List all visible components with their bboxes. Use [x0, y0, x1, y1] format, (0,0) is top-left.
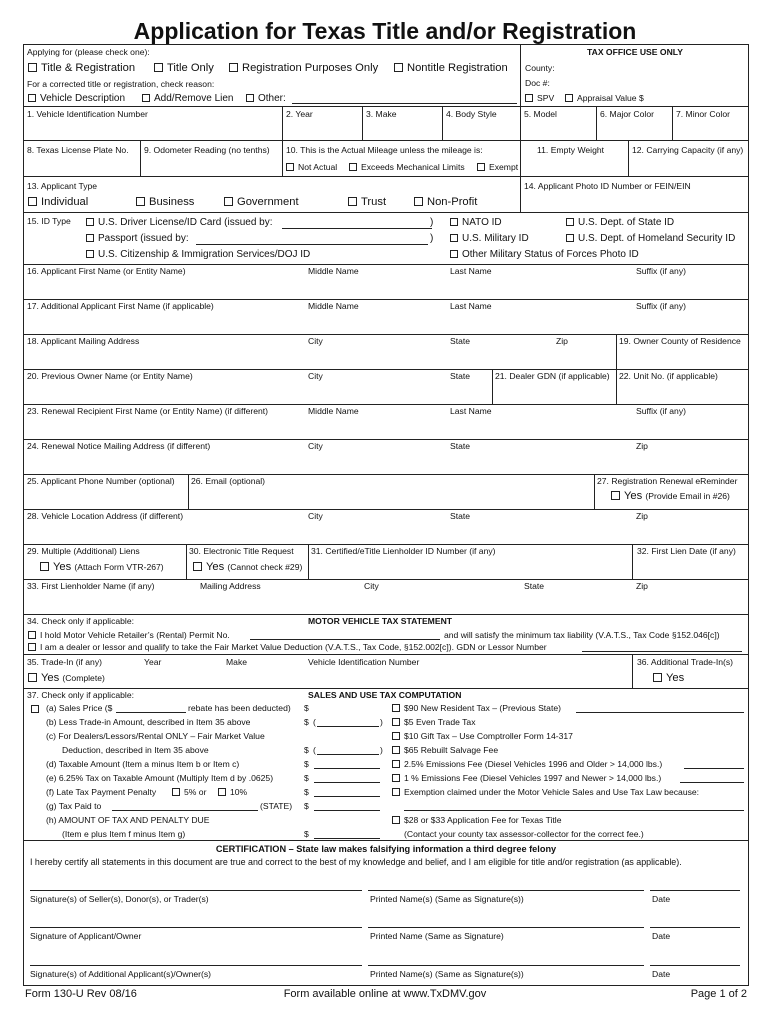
- dollar-sign: $: [304, 717, 309, 727]
- tax-office-heading: TAX OFFICE USE ONLY: [587, 47, 683, 57]
- dollar-sign: $: [304, 801, 309, 811]
- zip-label: Zip: [556, 336, 568, 346]
- checkbox-icon[interactable]: [28, 63, 37, 72]
- suffix-label: Suffix (if any): [636, 266, 686, 276]
- emissions-1-option[interactable]: 1 % Emissions Fee (Diesel Vehicles 1997 and Newer > 14,000 lbs.): [392, 773, 661, 784]
- state-dept-option[interactable]: U.S. Dept. of State ID: [566, 217, 674, 228]
- fmv-label: (c) For Dealers/Lessors/Rental ONLY – Fair Market Value: [46, 731, 265, 741]
- odometer-cell[interactable]: [140, 141, 282, 176]
- row-applicant-name[interactable]: [24, 265, 748, 300]
- checkbox-icon[interactable]: [565, 94, 573, 102]
- checkbox-icon[interactable]: [246, 94, 254, 102]
- mailing-address-label: 18. Applicant Mailing Address: [27, 336, 140, 346]
- checkbox-icon[interactable]: [392, 732, 400, 740]
- emissions-1-field[interactable]: [680, 782, 744, 783]
- previous-owner-label: 20. Previous Owner Name (or Entity Name): [27, 371, 193, 381]
- check-applicable-label: 37. Check only if applicable:: [27, 690, 135, 700]
- form-online-note: Form available online at www.TxDMV.gov: [283, 988, 487, 1000]
- minor-color-cell[interactable]: [672, 107, 748, 140]
- multiple-liens-yes-option[interactable]: Yes (Attach Form VTR-267): [40, 560, 164, 574]
- tax-office-box: [520, 45, 748, 106]
- mileage-cell: [282, 141, 520, 176]
- additional-date-label: Date: [652, 969, 671, 979]
- minor-color-label: 7. Minor Color: [676, 109, 730, 119]
- checkbox-icon[interactable]: [154, 63, 163, 72]
- state-label: State: [524, 581, 545, 591]
- lienholder-mailing-label: Mailing Address: [200, 581, 261, 591]
- additional-signature-label: Signature(s) of Additional Applicant(s)/Owner(s): [30, 969, 212, 979]
- empty-weight-cell[interactable]: [520, 141, 628, 176]
- gift-tax-option[interactable]: $10 Gift Tax – Use Comptroller Form 14-317: [392, 731, 573, 742]
- checkbox-icon[interactable]: [86, 234, 94, 242]
- trade-in-amount-field[interactable]: [317, 726, 379, 727]
- dealer-gdn-label: 21. Dealer GDN (if applicable): [495, 371, 610, 381]
- lienholder-id-label: 31. Certified/eTitle Lienholder ID Number (if any): [311, 546, 496, 556]
- tax-amount-field[interactable]: [314, 782, 380, 783]
- checkbox-icon[interactable]: [28, 631, 36, 639]
- checkbox-icon[interactable]: [40, 562, 49, 571]
- penalty-amount-field[interactable]: [314, 796, 380, 797]
- checkbox-icon[interactable]: [28, 643, 36, 651]
- applicant-date-label: Date: [652, 931, 671, 941]
- checkbox-icon[interactable]: [229, 63, 238, 72]
- registration-purposes-option[interactable]: Registration Purposes Only: [229, 61, 378, 75]
- spv-option[interactable]: SPV: [525, 93, 554, 104]
- motor-vehicle-tax-heading: MOTOR VEHICLE TAX STATEMENT: [308, 616, 453, 626]
- applicant-signature-field[interactable]: [30, 927, 362, 928]
- tax-paid-state-field[interactable]: [112, 810, 258, 811]
- ereminder-cell: [594, 475, 748, 509]
- etitle-cell: [186, 545, 308, 579]
- retailer-permit-option[interactable]: I hold Motor Vehicle Retailer’s (Rental) Permit No.: [28, 630, 230, 641]
- late-penalty-label: (f) Late Tax Payment Penalty: [46, 787, 157, 797]
- checkbox-icon[interactable]: [392, 774, 400, 782]
- additional-date-field[interactable]: [650, 965, 740, 966]
- amount-due-formula: (Item e plus Item f minus Item g): [62, 829, 186, 839]
- doc-number-label: Doc #:: [525, 78, 550, 88]
- seller-date-label: Date: [652, 894, 671, 904]
- checkbox-icon[interactable]: [142, 94, 150, 102]
- checkbox-icon[interactable]: [218, 788, 226, 796]
- applicant-date-field[interactable]: [650, 927, 740, 928]
- multiple-liens-label: 29. Multiple (Additional) Liens: [27, 546, 140, 556]
- empty-weight-label: 11. Empty Weight: [537, 145, 605, 155]
- year-label: 2. Year: [286, 109, 313, 119]
- check-applicable-label: 34. Check only if applicable:: [27, 616, 135, 626]
- trade-make-label: Make: [226, 657, 248, 667]
- amount-due-label: (h) AMOUNT OF TAX AND PENALTY DUE: [46, 815, 210, 825]
- additional-signature-field[interactable]: [30, 965, 362, 966]
- row-renewal-address[interactable]: [24, 440, 748, 475]
- sales-tax-heading: SALES AND USE TAX COMPUTATION: [308, 690, 462, 700]
- first-lien-date-label: 32. First Lien Date (if any): [637, 546, 736, 556]
- row-applicant-type: [24, 177, 748, 213]
- tax-paid-label: (g) Tax Paid to: [46, 801, 102, 811]
- permit-tax-note: and will satisfy the minimum tax liability (V.A.T.S., Tax Code §152.046[c]): [444, 630, 720, 640]
- applying-for-label: Applying for (please check one):: [27, 47, 150, 57]
- trade-in-label: 35. Trade-In (if any): [27, 657, 102, 667]
- additional-trade-in-label: 36. Additional Trade-In(s): [637, 657, 734, 667]
- row-liens: [24, 545, 748, 580]
- vehicle-location-label: 28. Vehicle Location Address (if different): [27, 511, 184, 521]
- last-name-label: Last Name: [450, 266, 492, 276]
- checkbox-icon[interactable]: [349, 163, 357, 171]
- taxable-amount-label: (d) Taxable Amount (Item a minus Item b or Item c): [46, 759, 240, 769]
- body-style-cell[interactable]: [442, 107, 520, 140]
- last-name-label: Last Name: [450, 301, 492, 311]
- unit-no-cell[interactable]: [616, 370, 748, 404]
- lienholder-id-cell[interactable]: [308, 545, 632, 579]
- passport-issuer-field[interactable]: [196, 244, 428, 245]
- applicant-type-label: 13. Applicant Type: [27, 181, 98, 191]
- dollar-sign: $: [304, 745, 309, 755]
- seller-signature-label: Signature(s) of Seller(s), Donor(s), or Trader(s): [30, 894, 209, 904]
- checkbox-icon[interactable]: [348, 197, 357, 206]
- checkbox-icon[interactable]: [414, 197, 423, 206]
- checkbox-icon[interactable]: [566, 218, 574, 226]
- close-paren: ): [380, 717, 383, 727]
- odometer-label: 9. Odometer Reading (no tenths): [144, 145, 270, 155]
- checkbox-icon[interactable]: [172, 788, 180, 796]
- paren-2: ): [430, 233, 434, 244]
- trade-vin-label: Vehicle Identification Number: [308, 657, 420, 667]
- checkbox-icon[interactable]: [392, 760, 400, 768]
- amount-due-field[interactable]: [314, 838, 380, 839]
- checkbox-icon[interactable]: [394, 63, 403, 72]
- additional-applicant-label: 17. Additional Applicant First Name (if applicable): [27, 301, 214, 311]
- additional-printed-name-label: Printed Name(s) (Same as Signature(s)): [370, 969, 524, 979]
- checkbox-icon[interactable]: [392, 816, 400, 824]
- homeland-security-option[interactable]: U.S. Dept. of Homeland Security ID: [566, 233, 735, 244]
- emissions-25-field[interactable]: [684, 768, 744, 769]
- renewal-recipient-label: 23. Renewal Recipient First Name (or Entity Name) (if different): [27, 406, 269, 416]
- checkbox-icon[interactable]: [392, 704, 400, 712]
- trust-option[interactable]: Trust: [348, 195, 386, 209]
- checkbox-icon[interactable]: [224, 197, 233, 206]
- county-label: County:: [525, 63, 555, 73]
- nontitle-registration-option[interactable]: Nontitle Registration: [394, 61, 508, 75]
- additional-printed-name-field[interactable]: [368, 965, 644, 966]
- checkbox-icon[interactable]: [450, 250, 458, 258]
- row-mailing-address: [24, 335, 748, 370]
- sales-price-label: (a) Sales Price ($: [46, 703, 113, 713]
- dealer-lessor-option[interactable]: I am a dealer or lessor and qualify to take the Fair Market Value Deduction (V.A.T.S., Tax Code, §152.002[c]). GDN or Lessor Number: [28, 642, 547, 653]
- state-label: State: [450, 511, 471, 521]
- email-label: 26. Email (optional): [191, 476, 266, 486]
- owner-county-label: 19. Owner County of Residence: [619, 336, 741, 346]
- major-color-cell[interactable]: [596, 107, 672, 140]
- model-label: 5. Model: [524, 109, 557, 119]
- renewal-address-label: 24. Renewal Notice Mailing Address (if different): [27, 441, 211, 451]
- exemption-option[interactable]: Exemption claimed under the Motor Vehicle Sales and Use Tax Law because:: [392, 787, 699, 798]
- seller-printed-name-label: Printed Name(s) (Same as Signature(s)): [370, 894, 524, 904]
- title-only-option[interactable]: Title Only: [154, 61, 214, 75]
- government-option[interactable]: Government: [224, 195, 299, 209]
- row-vehicle: [24, 107, 748, 141]
- dl-issuer-field[interactable]: [282, 228, 432, 229]
- vehicle-description-option[interactable]: Vehicle Description: [28, 93, 125, 104]
- dollar-sign: $: [304, 703, 309, 713]
- city-label: City: [308, 336, 323, 346]
- open-paren: (: [313, 717, 316, 727]
- checkbox-icon[interactable]: [525, 94, 533, 102]
- middle-name-label: Middle Name: [308, 406, 359, 416]
- applicant-printed-name-field[interactable]: [368, 927, 644, 928]
- even-trade-tax-option[interactable]: $5 Even Trade Tax: [392, 717, 476, 728]
- applicant-first-name-label: 16. Applicant First Name (or Entity Name): [27, 266, 186, 276]
- phone-label: 25. Applicant Phone Number (optional): [27, 476, 175, 486]
- rebate-note: rebate has been deducted): [188, 703, 291, 713]
- uscis-option[interactable]: U.S. Citizenship & Immigration Services/DOJ ID: [86, 249, 310, 260]
- fmv-amount-field[interactable]: [317, 754, 379, 755]
- first-lienholder-label: 33. First Lienholder Name (if any): [27, 581, 155, 591]
- fmv-deduction-label: Deduction, described in Item 35 above: [62, 745, 209, 755]
- seller-signature-field[interactable]: [30, 890, 362, 891]
- vin-label: 1. Vehicle Identification Number: [27, 109, 148, 119]
- state-label: State: [450, 336, 471, 346]
- exemption-reason-field[interactable]: [404, 810, 744, 811]
- ereminder-yes-option[interactable]: Yes (Provide Email in #26): [611, 489, 730, 503]
- other-option[interactable]: Other:: [246, 93, 286, 104]
- exempt-option[interactable]: Exempt: [477, 162, 518, 173]
- checkbox-icon[interactable]: [28, 94, 36, 102]
- state-label: State: [450, 371, 471, 381]
- city-label: City: [308, 511, 323, 521]
- middle-name-label: Middle Name: [308, 301, 359, 311]
- row-renewal-recipient[interactable]: [24, 405, 748, 440]
- make-label: 3. Make: [366, 109, 397, 119]
- mileage-label: 10. This is the Actual Mileage unless the mileage is:: [286, 145, 483, 155]
- application-form: [23, 44, 749, 986]
- additional-trade-in-cell: [632, 655, 748, 688]
- penalty-5-option[interactable]: 5% or: [172, 787, 206, 798]
- tax-on-amount-label: (e) 6.25% Tax on Taxable Amount (Multiply Item d by .0625): [46, 773, 274, 783]
- carrying-capacity-cell[interactable]: [628, 141, 748, 176]
- year-cell[interactable]: [282, 107, 362, 140]
- title-fee-note: (Contact your county tax assessor-collector for the correct fee.): [404, 829, 644, 839]
- certification-heading: CERTIFICATION – State law makes falsifying information a third degree felony: [215, 844, 557, 854]
- checkbox-icon[interactable]: [566, 234, 574, 242]
- trade-in-yes-option[interactable]: Yes (Complete): [28, 671, 105, 685]
- last-name-label: Last Name: [450, 406, 492, 416]
- checkbox-icon[interactable]: [193, 562, 202, 571]
- body-style-label: 4. Body Style: [446, 109, 497, 119]
- passport-option[interactable]: Passport (issued by:: [86, 233, 189, 244]
- applying-for-section: [24, 45, 748, 107]
- additional-trade-in-yes-option[interactable]: Yes: [653, 671, 684, 685]
- ereminder-label: 27. Registration Renewal eReminder: [597, 476, 738, 486]
- zip-label: Zip: [636, 581, 648, 591]
- title-registration-option[interactable]: Title & Registration: [28, 61, 135, 75]
- nato-option[interactable]: NATO ID: [450, 217, 502, 228]
- model-cell[interactable]: [520, 107, 596, 140]
- unit-no-label: 22. Unit No. (if applicable): [619, 371, 718, 381]
- state-label: State: [450, 441, 471, 451]
- checkbox-icon[interactable]: [286, 163, 294, 171]
- row-previous-owner: [24, 370, 748, 405]
- paren-1: ): [430, 217, 434, 228]
- checkbox-icon[interactable]: [392, 788, 400, 796]
- checkbox-icon[interactable]: [28, 673, 37, 682]
- certification-text: I hereby certify all statements in this document are true and correct to the best of my knowledge and belief, and I am eligible for title and/or registration (as applicable).: [30, 857, 682, 867]
- checkbox-icon[interactable]: [653, 673, 662, 682]
- suffix-label: Suffix (if any): [636, 406, 686, 416]
- checkbox-icon[interactable]: [611, 491, 620, 500]
- photo-id-label: 14. Applicant Photo ID Number or FEIN/EIN: [524, 181, 691, 191]
- checkbox-icon[interactable]: [28, 197, 37, 206]
- city-label: City: [308, 441, 323, 451]
- trade-in-amount-label: (b) Less Trade-in Amount, described in Item 35 above: [46, 717, 251, 727]
- sales-price-checkbox-icon[interactable]: [31, 705, 39, 713]
- city-label: City: [364, 581, 379, 591]
- row-additional-applicant[interactable]: [24, 300, 748, 335]
- individual-option[interactable]: Individual: [28, 195, 88, 209]
- applicant-signature-label: Signature of Applicant/Owner: [30, 931, 142, 941]
- state-note: (STATE): [260, 801, 293, 811]
- suffix-label: Suffix (if any): [636, 301, 686, 311]
- photo-id-cell[interactable]: [520, 177, 748, 212]
- gdn-lessor-field[interactable]: [582, 651, 742, 652]
- previous-state-field[interactable]: [576, 712, 744, 713]
- checkbox-icon[interactable]: [450, 218, 458, 226]
- open-paren: (: [313, 745, 316, 755]
- close-paren: ): [380, 745, 383, 755]
- row-sales-tax: [24, 689, 748, 841]
- zip-label: Zip: [636, 511, 648, 521]
- permit-number-field[interactable]: [250, 639, 440, 640]
- exceeds-limits-option[interactable]: Exceeds Mechanical Limits: [349, 162, 465, 173]
- other-reason-field[interactable]: [292, 103, 517, 104]
- etitle-yes-option[interactable]: Yes (Cannot check #29): [193, 560, 302, 574]
- seller-date-field[interactable]: [650, 890, 740, 891]
- checkbox-icon[interactable]: [136, 197, 145, 206]
- appraisal-value-option[interactable]: Appraisal Value $: [565, 93, 644, 104]
- checkbox-icon[interactable]: [450, 234, 458, 242]
- city-label: City: [308, 371, 323, 381]
- military-id-option[interactable]: U.S. Military ID: [450, 233, 529, 244]
- checkbox-icon[interactable]: [392, 746, 400, 754]
- rebate-field[interactable]: [116, 712, 186, 713]
- checkbox-icon[interactable]: [86, 218, 94, 226]
- row-first-lienholder[interactable]: [24, 580, 748, 615]
- add-remove-lien-option[interactable]: Add/Remove Lien: [142, 93, 234, 104]
- penalty-10-option[interactable]: 10%: [218, 787, 247, 798]
- email-cell[interactable]: [188, 475, 594, 509]
- tax-paid-amount-field[interactable]: [314, 810, 380, 811]
- license-plate-label: 8. Texas License Plate No.: [27, 145, 129, 155]
- major-color-label: 6. Major Color: [600, 109, 654, 119]
- carrying-capacity-label: 12. Carrying Capacity (if any): [632, 145, 744, 155]
- title-fee-option[interactable]: $28 or $33 Application Fee for Texas Title: [392, 815, 562, 826]
- checkbox-icon[interactable]: [392, 718, 400, 726]
- checkbox-icon[interactable]: [86, 250, 94, 258]
- middle-name-label: Middle Name: [308, 266, 359, 276]
- page-title: Application for Texas Title and/or Registration: [133, 18, 637, 44]
- page-number: Page 1 of 2: [690, 988, 747, 1000]
- other-military-option[interactable]: Other Military Status of Forces Photo ID: [450, 249, 639, 260]
- make-cell[interactable]: [362, 107, 442, 140]
- zip-label: Zip: [636, 441, 648, 451]
- dollar-sign: $: [304, 787, 309, 797]
- owner-county-cell[interactable]: [616, 335, 748, 369]
- dollar-sign: $: [304, 773, 309, 783]
- row-contact: [24, 475, 748, 510]
- row-vehicle-location[interactable]: [24, 510, 748, 545]
- applicant-printed-name-label: Printed Name (Same as Signature): [370, 931, 504, 941]
- row-motor-vehicle-tax: [24, 615, 748, 655]
- driver-license-option[interactable]: U.S. Driver License/ID Card (issued by:: [86, 217, 273, 228]
- emissions-25-option[interactable]: 2.5% Emissions Fee (Diesel Vehicles 1996 and Older > 14,000 lbs.): [392, 759, 662, 770]
- rebuilt-salvage-option[interactable]: $65 Rebuilt Salvage Fee: [392, 745, 498, 756]
- checkbox-icon[interactable]: [477, 163, 485, 171]
- not-actual-option[interactable]: Not Actual: [286, 162, 337, 173]
- taxable-amount-field[interactable]: [314, 768, 380, 769]
- corrected-reason-label: For a corrected title or registration, check reason:: [27, 79, 215, 89]
- dollar-sign: $: [304, 829, 309, 839]
- first-lien-date-cell[interactable]: [632, 545, 748, 579]
- id-type-label: 15. ID Type: [27, 216, 71, 226]
- row-trade-in: [24, 655, 748, 689]
- trade-year-label: Year: [144, 657, 162, 667]
- row-id-type: [24, 213, 748, 265]
- business-option[interactable]: Business: [136, 195, 194, 209]
- new-resident-tax-option[interactable]: $90 New Resident Tax – (Previous State): [392, 703, 561, 714]
- row-plate-odometer: [24, 141, 748, 177]
- etitle-label: 30. Electronic Title Request: [189, 546, 294, 556]
- non-profit-option[interactable]: Non-Profit: [414, 195, 477, 209]
- seller-printed-name-field[interactable]: [368, 890, 644, 891]
- dollar-sign: $: [304, 759, 309, 769]
- dealer-gdn-cell[interactable]: [492, 370, 616, 404]
- form-number: Form 130-U Rev 08/16: [25, 988, 137, 1000]
